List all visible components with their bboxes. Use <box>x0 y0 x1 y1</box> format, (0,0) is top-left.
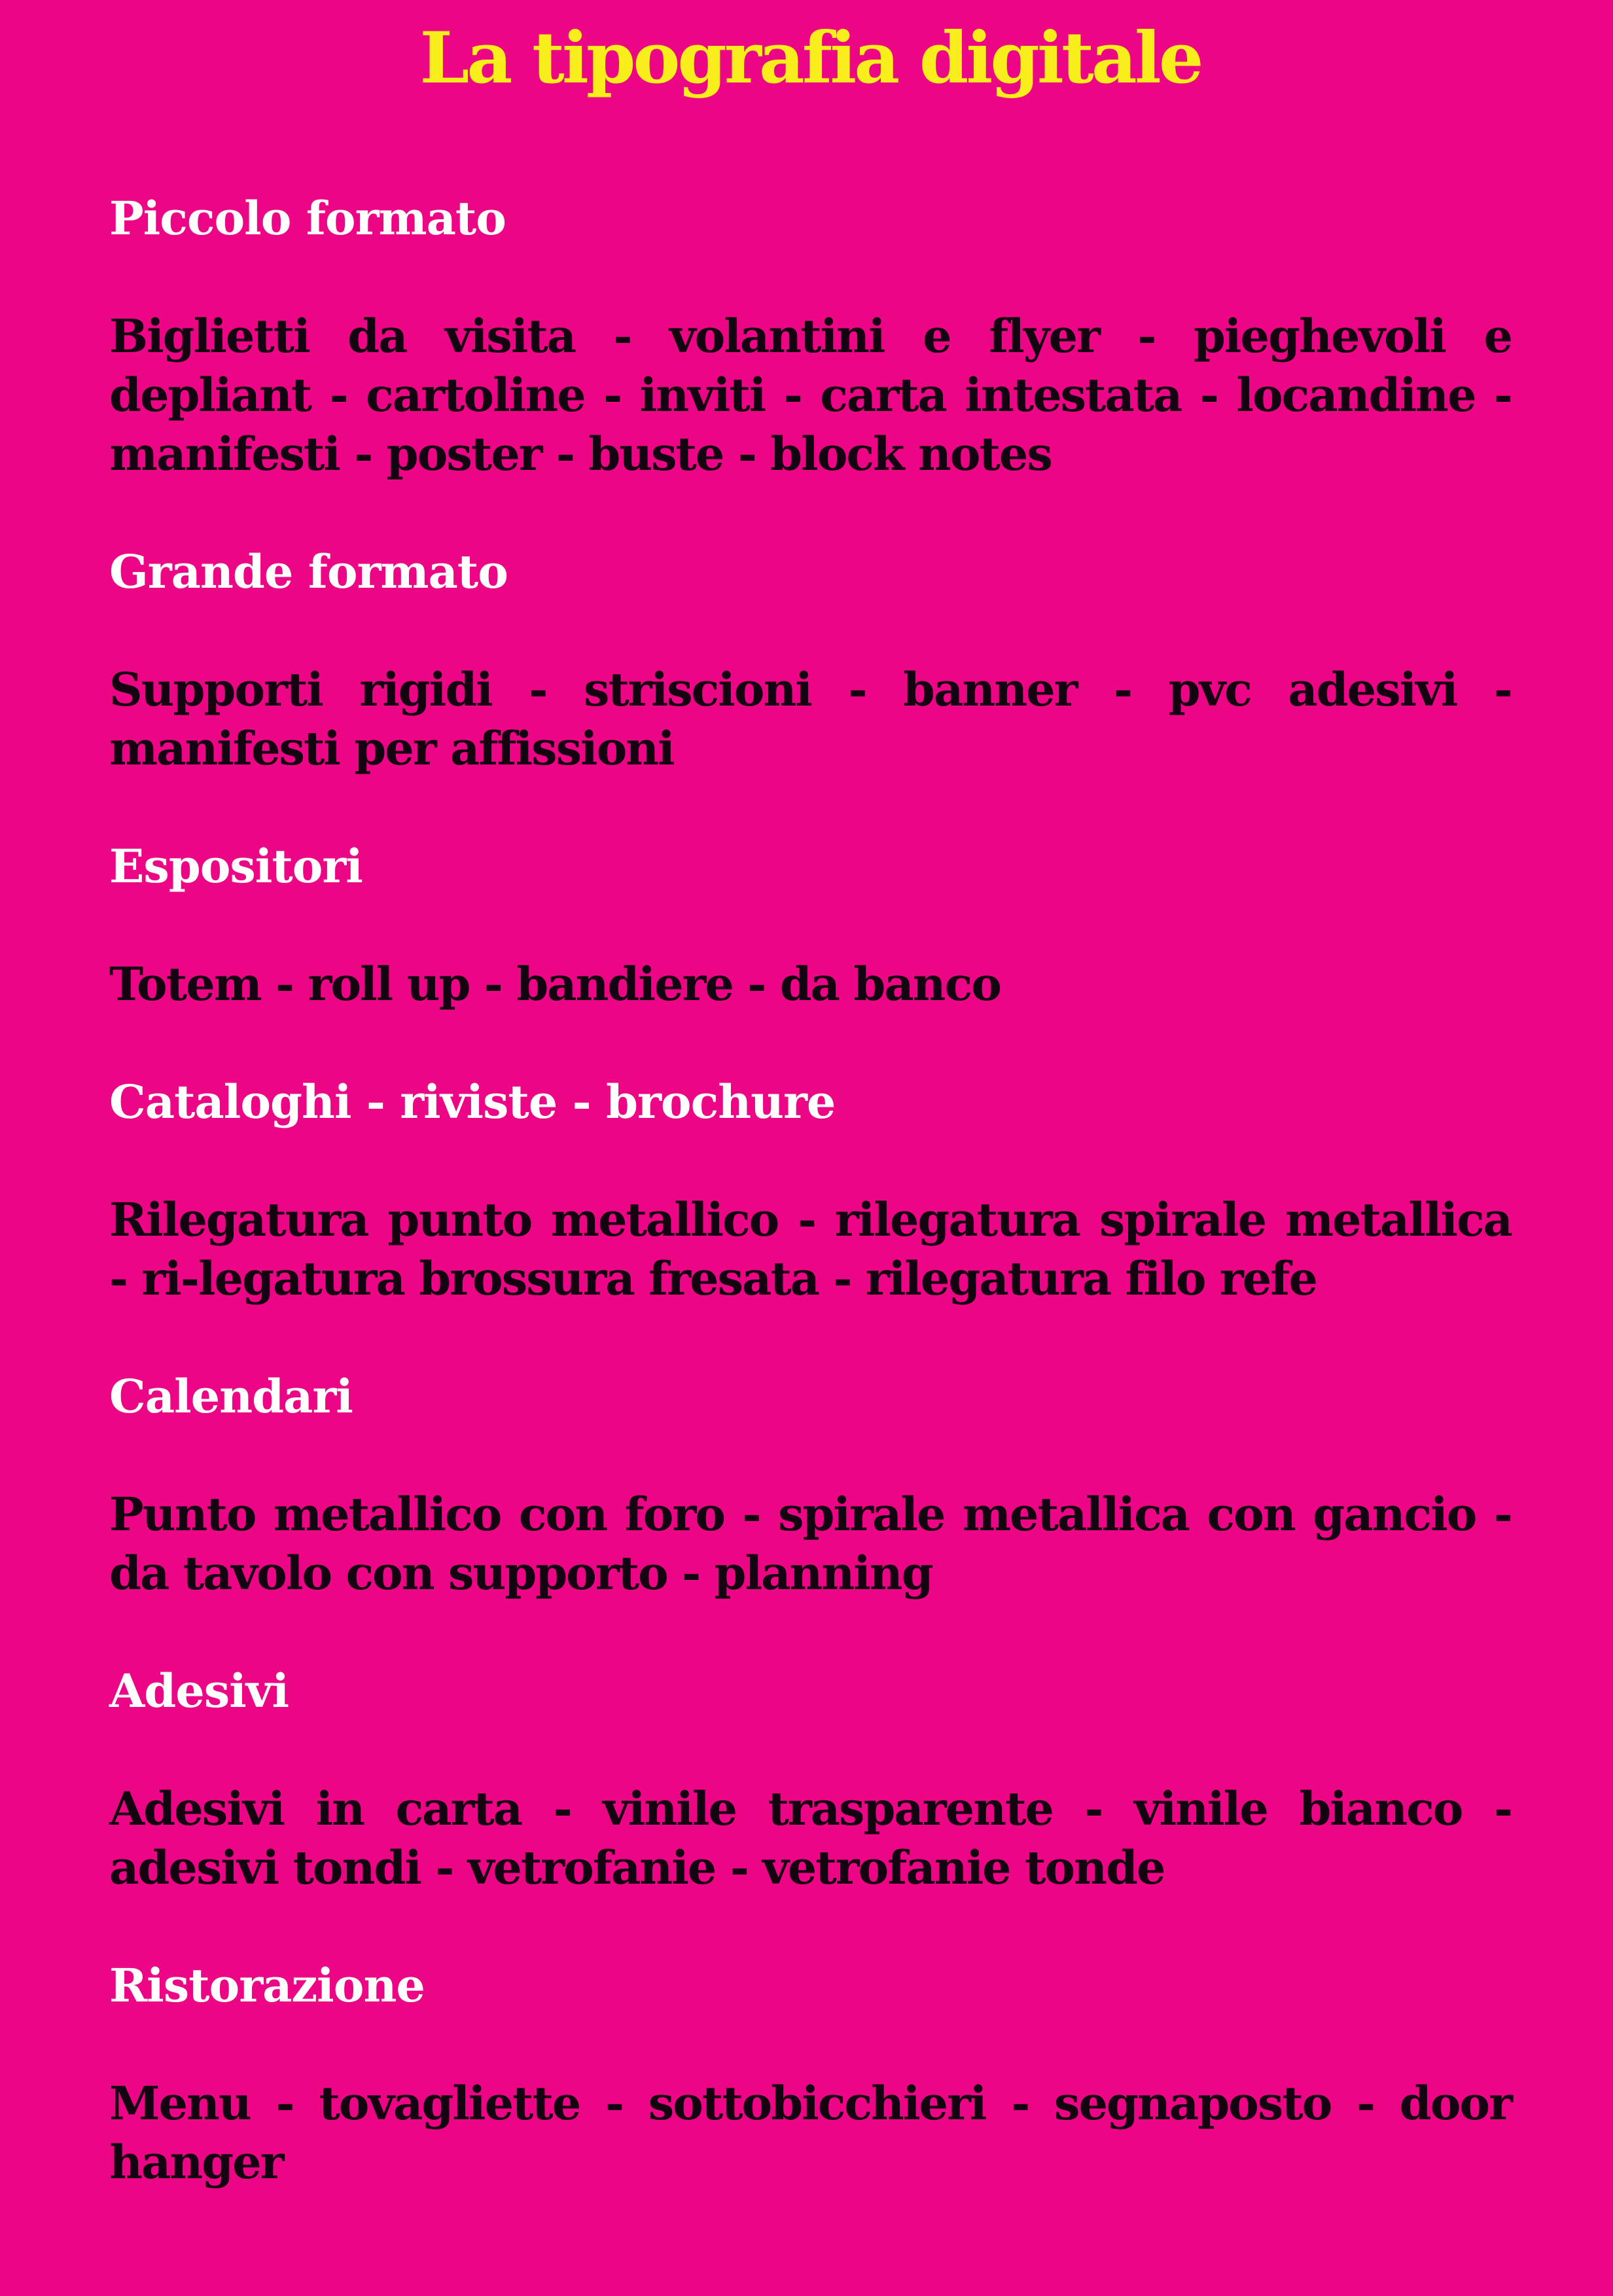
section-adesivi <box>109 1662 1512 1897</box>
section-heading: Ristorazione <box>109 1958 425 2013</box>
section-heading: Espositori <box>109 839 363 893</box>
section-text: Supporti rigidi - striscioni - banner - pvc adesivi - manifesti per affissioni <box>109 662 1512 776</box>
section-text: Punto metallico con foro - spirale metallica con gancio - da tavolo con supporto - planning <box>109 1487 1512 1600</box>
page-title: La tipografia digitale <box>419 17 1201 99</box>
section-cataloghi <box>109 1073 1512 1308</box>
section-text: Rilegatura punto metallico - rilegatura spirale metallica - ri-legatura brossura fresata - rilegatura filo refe <box>109 1193 1512 1306</box>
section-heading: Adesivi <box>109 1664 289 1718</box>
section-grande-formato <box>109 543 1512 778</box>
section-text: Menu - tovagliette - sottobicchieri - segnaposto - door hanger <box>109 2076 1512 2189</box>
section-espositori <box>109 837 1512 1014</box>
services-list <box>109 189 1512 2192</box>
section-ristorazione <box>109 1956 1512 2192</box>
section-heading: Calendari <box>109 1369 353 1424</box>
section-heading: Cataloghi - riviste - brochure <box>109 1075 836 1129</box>
section-text: Totem - roll up - bandiere - da banco <box>109 957 1001 1011</box>
section-text: Biglietti da visita - volantini e flyer - pieghevoli e depliant - cartoline - inviti - carta intestata - locandine - manifesti - poster - buste - block notes <box>109 309 1512 481</box>
section-heading: Grande formato <box>109 545 508 599</box>
section-text: Adesivi in carta - vinile trasparente - vinile bianco - adesivi tondi - vetrofanie - vetrofanie tonde <box>109 1782 1512 1895</box>
section-piccolo-formato <box>109 189 1512 484</box>
section-calendari <box>109 1367 1512 1603</box>
section-heading: Piccolo formato <box>109 191 506 245</box>
